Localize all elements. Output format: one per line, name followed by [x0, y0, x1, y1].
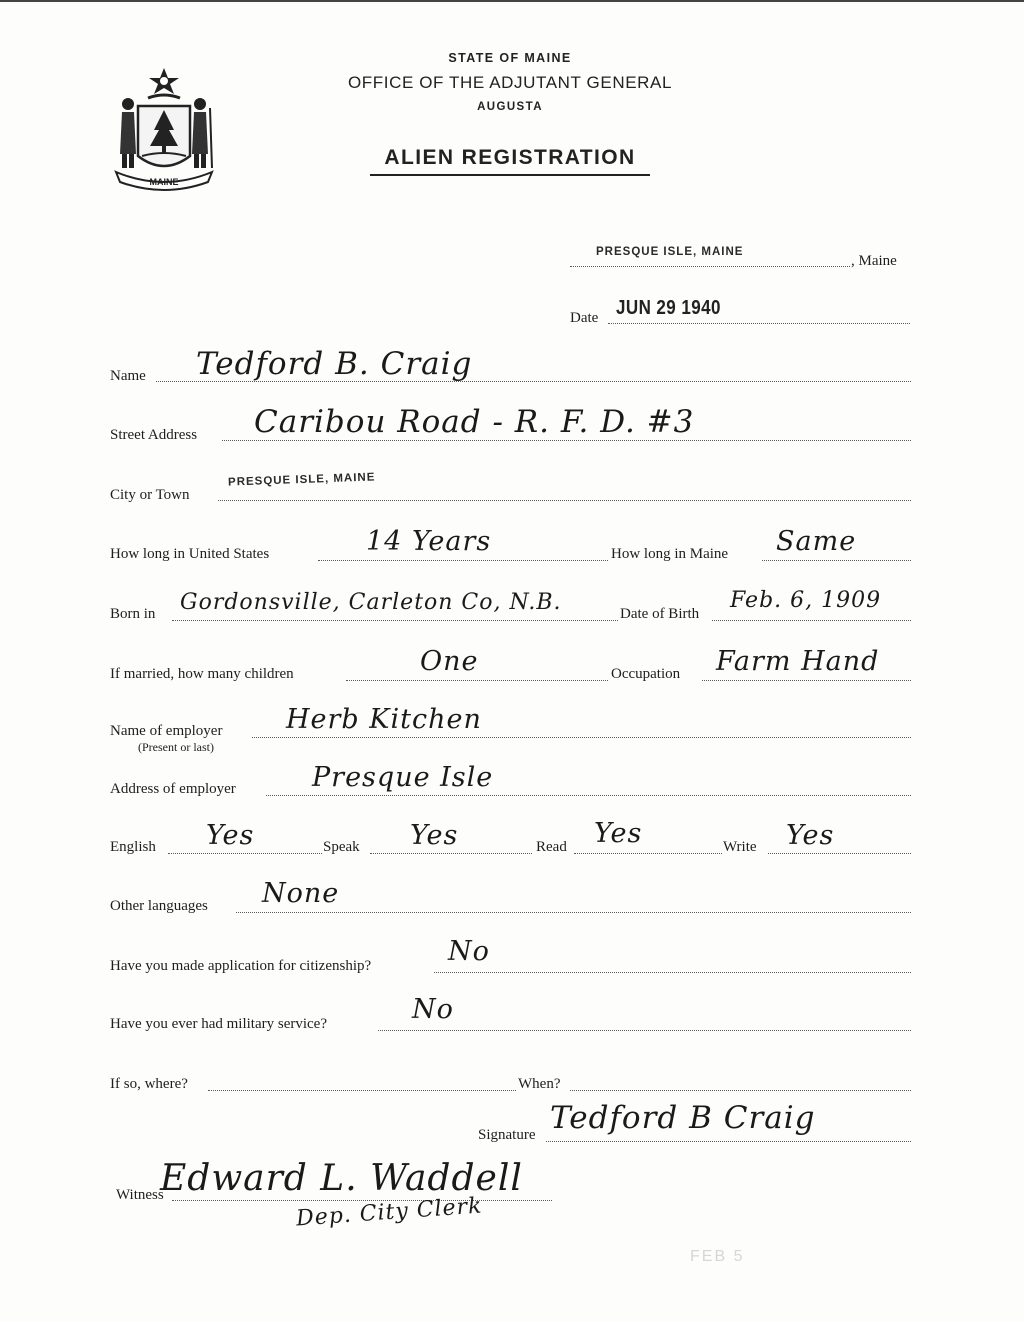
occupation-label: Occupation [611, 666, 681, 682]
witness-signature: Edward L. Waddell [160, 1158, 523, 1199]
maine-duration-value: Same [776, 526, 857, 557]
other-languages-label: Other languages [110, 898, 208, 914]
when-line [570, 1090, 911, 1091]
write-value: Yes [786, 820, 835, 851]
signature-label: Signature [478, 1127, 536, 1143]
citizenship-line [434, 972, 911, 973]
street-line [222, 440, 911, 441]
employer-line [252, 737, 911, 738]
children-line [346, 680, 608, 681]
speak-label: Speak [323, 839, 360, 855]
employer-label: Name of employer [110, 723, 223, 739]
write-line [768, 853, 911, 854]
city-line [218, 500, 911, 501]
english-line [168, 853, 322, 854]
signature-value: Tedford B Craig [550, 1100, 816, 1136]
speak-value: Yes [410, 820, 459, 851]
street-label: Street Address [110, 427, 198, 443]
place-suffix: , Maine [851, 253, 897, 269]
children-value: One [420, 646, 479, 677]
page-edge [0, 0, 1024, 2]
city-label: City or Town [110, 487, 190, 503]
employer-sublabel: (Present or last) [138, 740, 214, 754]
maine-seal-icon [108, 64, 220, 192]
english-value: Yes [206, 820, 255, 851]
born-label: Born in [110, 606, 156, 622]
occupation-value: Farm Hand [716, 646, 880, 677]
date-line [608, 323, 910, 324]
maine-duration-label: How long in Maine [611, 546, 729, 562]
born-value: Gordonsville, Carleton Co, N.B. [180, 590, 562, 615]
read-value: Yes [594, 818, 643, 849]
dob-label: Date of Birth [620, 606, 700, 622]
employer-address-value: Presque Isle [312, 762, 494, 793]
employer-value: Herb Kitchen [286, 704, 482, 735]
witness-label: Witness [116, 1187, 164, 1203]
title-underline [370, 174, 650, 176]
read-line [574, 853, 722, 854]
employer-address-line [266, 795, 911, 796]
us-duration-line [318, 560, 608, 561]
street-value: Caribou Road - R. F. D. #3 [254, 404, 695, 440]
other-languages-line [236, 912, 911, 913]
military-label: Have you ever had military service? [110, 1016, 327, 1032]
seal-banner-text: MAINE [149, 177, 179, 187]
born-line [172, 620, 618, 621]
dob-line [712, 620, 911, 621]
dob-value: Feb. 6, 1909 [730, 588, 882, 613]
city-value: PRESQUE ISLE, MAINE [227, 471, 376, 489]
military-value: No [412, 994, 454, 1025]
citizenship-value: No [448, 936, 490, 967]
when-label: When? [518, 1076, 561, 1092]
military-line [378, 1030, 911, 1031]
place-line [570, 266, 850, 267]
witness-title: Dep. City Clerk [295, 1193, 484, 1232]
where-line [208, 1090, 516, 1091]
date-value: JUN 29 1940 [616, 297, 721, 319]
english-label: English [110, 839, 156, 855]
header-city: AUGUSTA [477, 101, 543, 113]
us-duration-value: 14 Years [366, 526, 492, 557]
date-label: Date [570, 310, 599, 326]
maine-duration-line [762, 560, 911, 561]
citizenship-label: Have you made application for citizenship? [110, 958, 372, 974]
speak-line [370, 853, 532, 854]
header-state: STATE OF MAINE [448, 51, 572, 65]
name-label: Name [110, 368, 146, 384]
write-label: Write [723, 839, 757, 855]
form-title: ALIEN REGISTRATION [384, 146, 636, 169]
read-label: Read [536, 839, 567, 855]
occupation-line [702, 680, 911, 681]
children-label: If married, how many children [110, 666, 294, 682]
employer-address-label: Address of employer [110, 781, 236, 797]
header-office: OFFICE OF THE ADJUTANT GENERAL [347, 73, 673, 92]
place-stamp: PRESQUE ISLE, MAINE [596, 246, 744, 258]
where-label: If so, where? [110, 1076, 188, 1092]
us-duration-label: How long in United States [110, 546, 270, 562]
name-value: Tedford B. Craig [196, 346, 473, 382]
other-languages-value: None [262, 878, 340, 909]
signature-line [546, 1141, 911, 1142]
faint-stamp: FEB 5 [690, 1248, 745, 1265]
